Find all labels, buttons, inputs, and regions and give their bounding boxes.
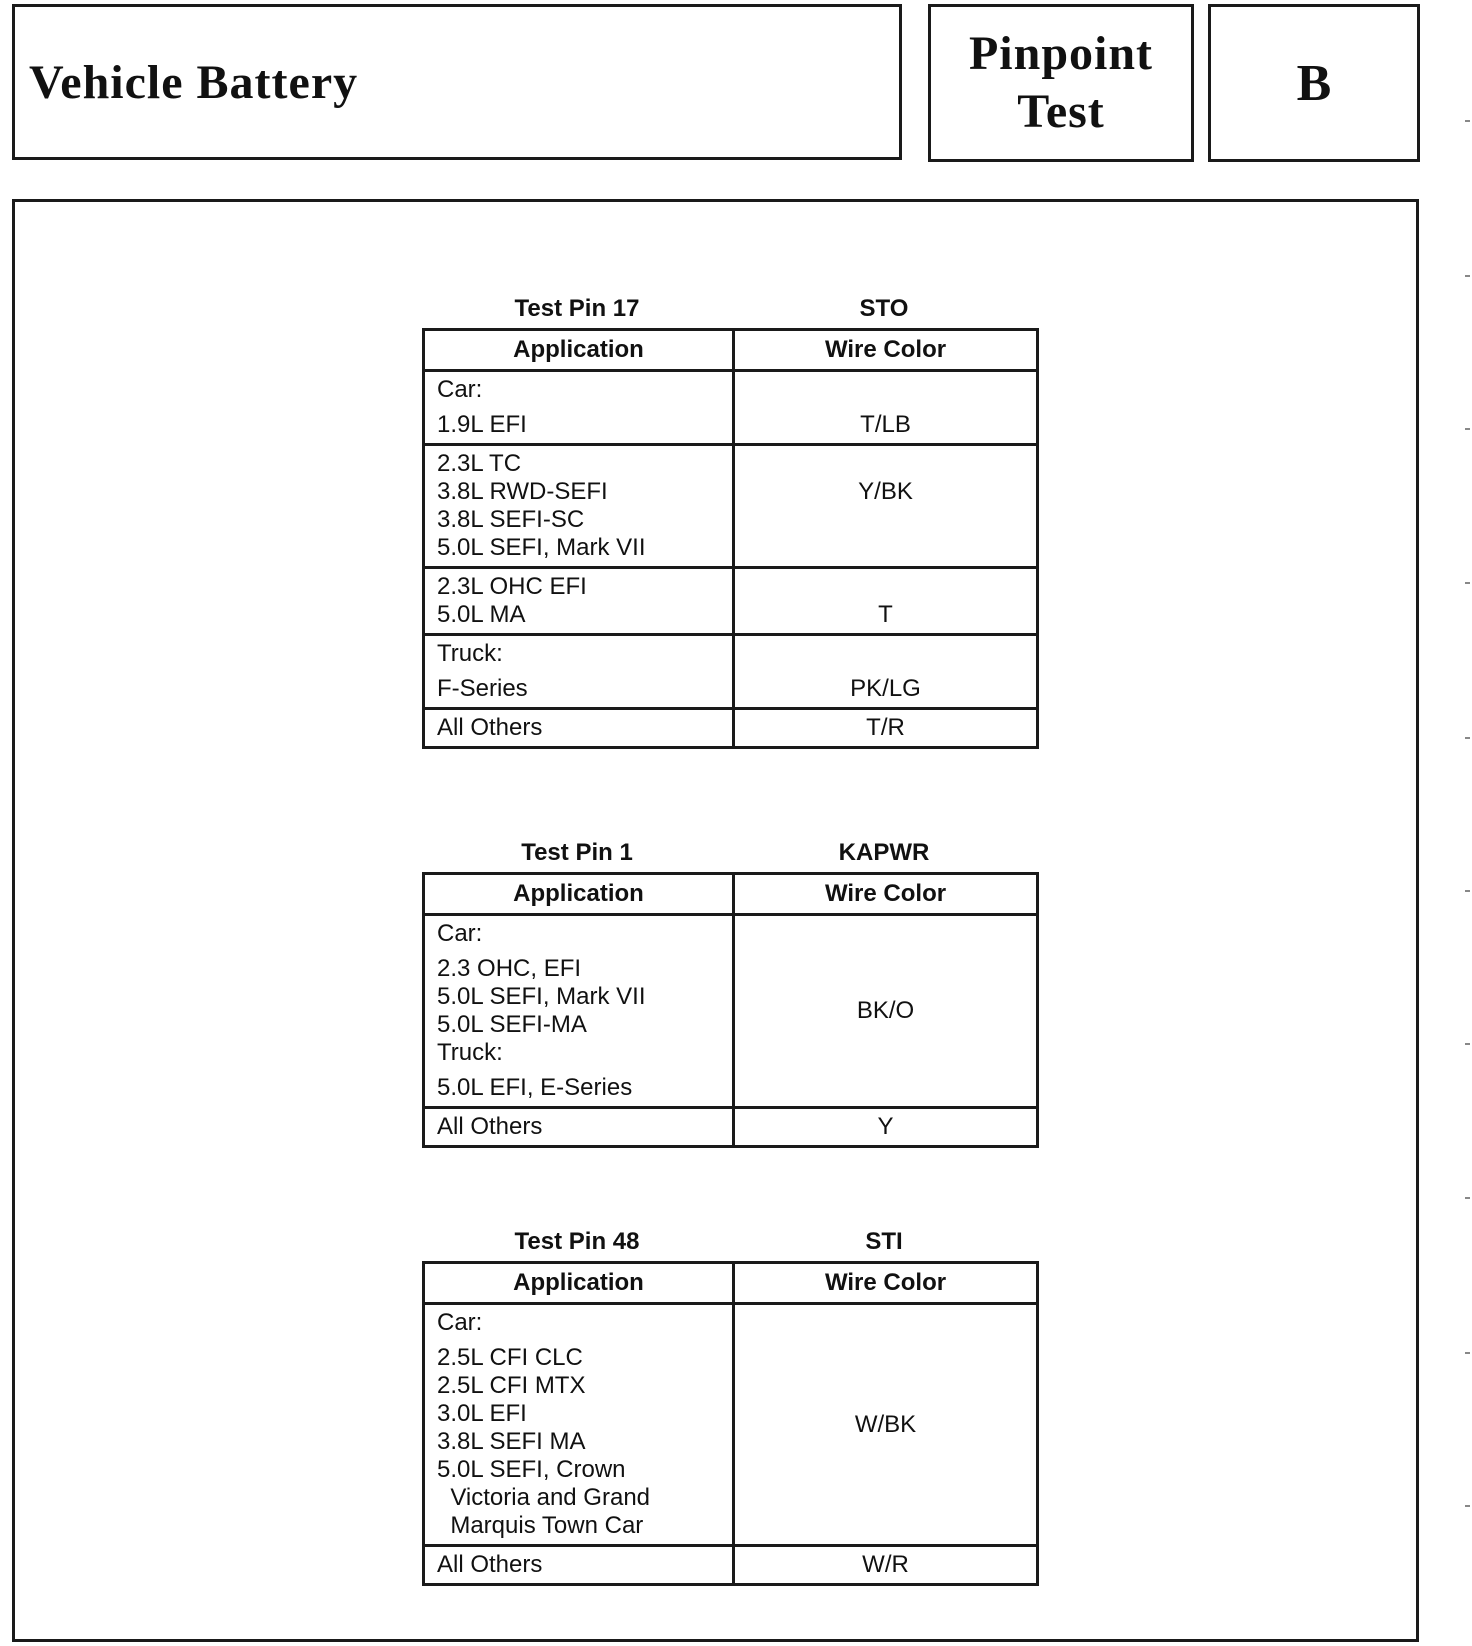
column-header-wire-color: Wire Color [734, 330, 1038, 371]
wire-color-cell: Y/BK [734, 445, 1038, 568]
wire-color-table [422, 328, 1039, 749]
application-cell [424, 1546, 734, 1585]
test-pin-label: Test Pin 17 [514, 295, 640, 322]
column-header-application: Application [424, 1263, 734, 1304]
table-row [424, 371, 1038, 445]
margin-tick [1465, 1043, 1470, 1045]
column-header-wire-color: Wire Color [734, 874, 1038, 915]
app-line: 2.5L CFI CLC [437, 1344, 583, 1371]
application-cell [424, 371, 734, 445]
app-line: 2.3L TC [437, 450, 522, 477]
letter-box [1208, 4, 1420, 162]
table-row [424, 635, 1038, 709]
app-line: Car: [437, 1309, 483, 1336]
app-line: 5.0L EFI, E-Series [437, 1074, 633, 1101]
signal-label: STO [859, 295, 909, 322]
column-header-application: Application [424, 874, 734, 915]
pin-table-17 [422, 290, 1036, 749]
app-line: Car: [437, 376, 483, 403]
pin-table-1 [422, 834, 1036, 1148]
pin-header [422, 834, 1036, 872]
wire-color-cell: W/BK [734, 1304, 1038, 1546]
app-line: 5.0L SEFI, Mark VII [437, 534, 646, 561]
app-line: All Others [437, 1113, 543, 1140]
margin-tick [1465, 1505, 1470, 1507]
test-pin-label: Test Pin 1 [521, 839, 633, 866]
table-header-row [424, 874, 1038, 915]
app-line: 3.0L EFI [437, 1400, 527, 1427]
wire-color-cell: PK/LG [734, 635, 1038, 709]
table-header-row [424, 330, 1038, 371]
app-line: 3.8L SEFI MA [437, 1428, 586, 1455]
app-line: 2.3L OHC EFI [437, 573, 587, 600]
app-line: 2.3 OHC, EFI [437, 955, 582, 982]
signal-label: STI [865, 1228, 903, 1255]
margin-tick [1465, 737, 1470, 739]
app-line: Victoria and Grand [437, 1484, 651, 1511]
app-line: All Others [437, 1551, 543, 1578]
application-cell [424, 568, 734, 635]
signal-label: KAPWR [838, 839, 930, 866]
margin-tick [1465, 428, 1470, 430]
table-header-row [424, 1263, 1038, 1304]
test-pin-label: Test Pin 48 [514, 1228, 640, 1255]
table-row [424, 1546, 1038, 1585]
application-cell [424, 635, 734, 709]
wire-color-cell: T/LB [734, 371, 1038, 445]
wire-color-cell: BK/O [734, 915, 1038, 1108]
app-line: Truck: [437, 1039, 503, 1066]
app-line: 1.9L EFI [437, 411, 527, 438]
wire-color-table [422, 1261, 1039, 1586]
wire-color-cell: T/R [734, 709, 1038, 748]
app-line: 3.8L SEFI-SC [437, 506, 585, 533]
application-cell [424, 1304, 734, 1546]
main-frame [12, 199, 1419, 1642]
app-line: 5.0L SEFI, Crown [437, 1456, 626, 1483]
section-letter: B [1296, 54, 1332, 112]
pin-header [422, 290, 1036, 328]
app-line: 2.5L CFI MTX [437, 1372, 586, 1399]
pin-header [422, 1223, 1036, 1261]
table-row [424, 1304, 1038, 1546]
column-header-wire-color: Wire Color [734, 1263, 1038, 1304]
margin-tick [1465, 1352, 1470, 1354]
app-line: F-Series [437, 675, 528, 702]
margin-tick [1465, 1197, 1470, 1199]
margin-tick [1465, 120, 1470, 122]
title-box [12, 4, 902, 160]
app-line: All Others [437, 714, 543, 741]
app-line: 5.0L SEFI-MA [437, 1011, 587, 1038]
table-row [424, 915, 1038, 1108]
application-cell [424, 445, 734, 568]
application-cell [424, 915, 734, 1108]
section-box [928, 4, 1194, 162]
wire-color-cell: Y [734, 1108, 1038, 1147]
margin-tick [1465, 275, 1470, 277]
app-line: Truck: [437, 640, 503, 667]
page-title: Vehicle Battery [29, 55, 359, 109]
table-row [424, 709, 1038, 748]
app-line: 5.0L SEFI, Mark VII [437, 983, 646, 1010]
wire-color-table [422, 872, 1039, 1148]
application-cell [424, 1108, 734, 1147]
application-cell [424, 709, 734, 748]
pin-table-48 [422, 1223, 1036, 1586]
column-header-application: Application [424, 330, 734, 371]
app-line: Marquis Town Car [437, 1512, 644, 1539]
app-line: 5.0L MA [437, 601, 526, 628]
table-row [424, 568, 1038, 635]
app-line: Car: [437, 920, 483, 947]
section-label: Pinpoint Test [968, 27, 1154, 138]
table-row [424, 1108, 1038, 1147]
app-line: 3.8L RWD-SEFI [437, 478, 608, 505]
margin-tick [1465, 890, 1470, 892]
wire-color-cell: T [734, 568, 1038, 635]
wire-color-cell: W/R [734, 1546, 1038, 1585]
margin-tick [1465, 582, 1470, 584]
table-row [424, 445, 1038, 568]
